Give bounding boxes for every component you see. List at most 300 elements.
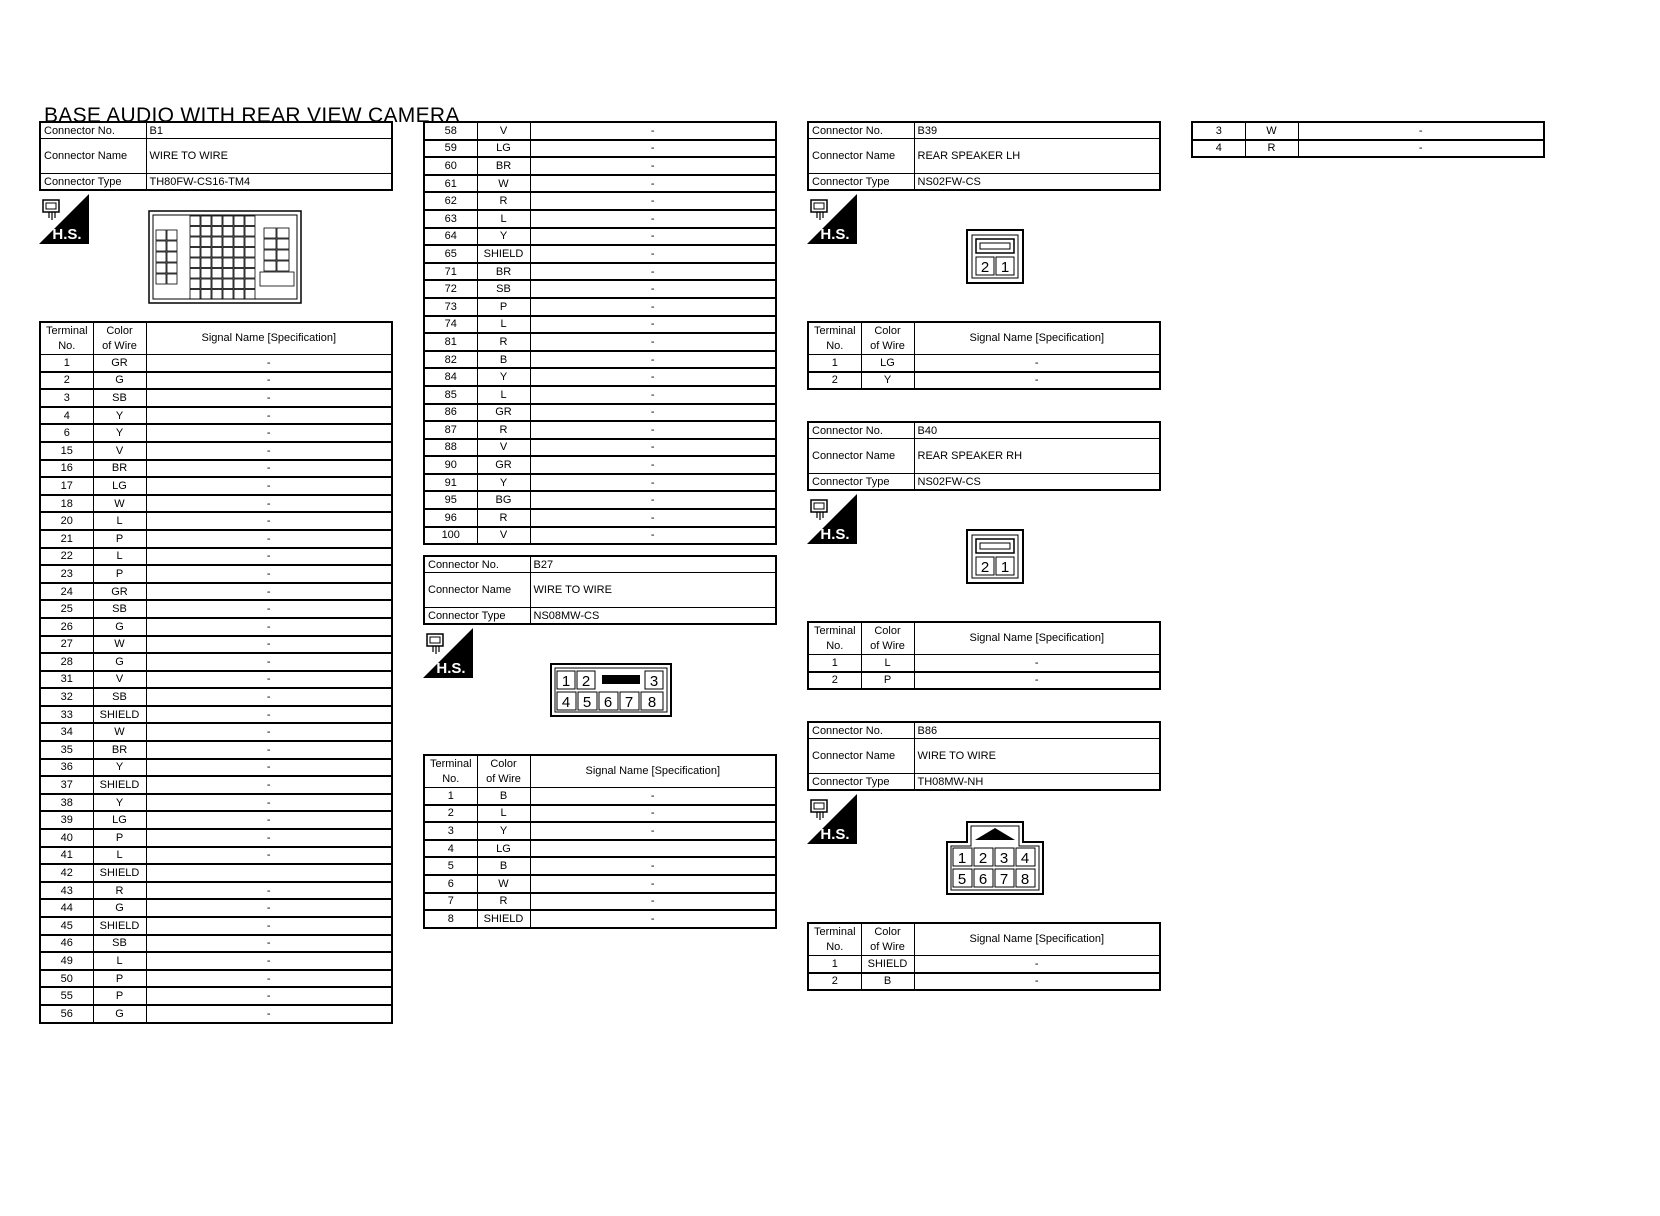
wire-color-cell: L — [93, 847, 146, 865]
wire-color-cell: L — [93, 512, 146, 530]
terminal-no-cell: 63 — [424, 210, 477, 228]
connector-name-label: Connector Name — [808, 139, 914, 174]
wire-color-cell: LG — [93, 477, 146, 495]
table-row — [424, 228, 776, 246]
signal-name-cell: - — [914, 655, 1160, 672]
wire-color-cell: R — [1245, 140, 1298, 158]
b27-pin: 7 — [624, 694, 634, 711]
table-row — [808, 973, 1160, 991]
wire-color-cell: V — [477, 122, 530, 140]
terminal-no-cell: 6 — [40, 424, 93, 442]
connector-name-value: REAR SPEAKER LH — [914, 139, 1160, 174]
terminal-no-cell: 4 — [40, 407, 93, 425]
signal-name-cell: - — [146, 671, 392, 689]
wire-color-cell: B — [477, 788, 530, 805]
connector-type-label: Connector Type — [424, 608, 530, 625]
signal-name-cell: - — [530, 192, 776, 210]
table-row — [424, 140, 776, 158]
signal-name-cell: - — [530, 509, 776, 527]
table-row — [40, 917, 392, 935]
table-row — [40, 565, 392, 583]
terminal-no-cell: 26 — [40, 618, 93, 636]
connector-no-value: B86 — [914, 722, 1160, 739]
terminal-no-cell: 35 — [40, 741, 93, 759]
signal-name-cell: - — [1298, 140, 1544, 158]
table-row — [424, 491, 776, 509]
table-row — [424, 298, 776, 316]
table-row — [40, 600, 392, 618]
signal-name-cell: - — [146, 917, 392, 935]
wire-color-cell: P — [477, 298, 530, 316]
terminal-no-cell: 95 — [424, 491, 477, 509]
signal-name-cell: - — [530, 228, 776, 246]
signal-name-cell: - — [530, 439, 776, 457]
b86-terminal-table — [807, 922, 1161, 991]
terminal-header: Terminal No. — [808, 923, 861, 956]
connector-no-value: B40 — [914, 422, 1160, 439]
wire-color-cell: L — [861, 655, 914, 672]
color-header: Color of Wire — [477, 755, 530, 788]
signal-name-cell: - — [146, 653, 392, 671]
wire-color-cell: SHIELD — [477, 245, 530, 263]
connector-name-value: REAR SPEAKER RH — [914, 439, 1160, 474]
b1-connector-face-icon — [148, 210, 302, 304]
terminal-no-cell: 86 — [424, 404, 477, 422]
table-row — [40, 899, 392, 917]
wire-color-cell: BR — [477, 157, 530, 175]
signal-name-cell: - — [146, 970, 392, 988]
connector-no-value: B39 — [914, 122, 1160, 139]
b39-terminal-table — [807, 321, 1161, 390]
terminal-no-cell: 36 — [40, 759, 93, 777]
signal-name-cell: - — [146, 899, 392, 917]
wire-color-cell: G — [93, 1005, 146, 1023]
signal-name-cell: - — [530, 333, 776, 351]
signal-name-cell: - — [146, 847, 392, 865]
terminal-no-cell: 61 — [424, 175, 477, 193]
signal-name-cell: - — [146, 512, 392, 530]
b1-terminal-table-continued — [423, 121, 777, 545]
signal-name-cell: - — [146, 987, 392, 1005]
terminal-no-cell: 17 — [40, 477, 93, 495]
signal-name-cell: - — [146, 829, 392, 847]
connector-type-value: TH08MW-NH — [914, 774, 1160, 791]
signal-header: Signal Name [Specification] — [914, 923, 1160, 956]
wire-color-cell: SB — [93, 935, 146, 953]
table-row — [40, 776, 392, 794]
terminal-no-cell: 27 — [40, 636, 93, 654]
wire-color-cell: Y — [477, 368, 530, 386]
wire-color-cell: W — [93, 636, 146, 654]
wire-color-cell: SHIELD — [477, 910, 530, 928]
wire-color-cell: W — [93, 495, 146, 513]
terminal-no-cell: 71 — [424, 263, 477, 281]
b1-header-table — [39, 121, 393, 191]
terminal-no-cell: 34 — [40, 723, 93, 741]
terminal-no-cell: 96 — [424, 509, 477, 527]
signal-name-cell: - — [914, 956, 1160, 973]
terminal-no-cell: 38 — [40, 794, 93, 812]
table-row — [40, 935, 392, 953]
wire-color-cell: R — [477, 333, 530, 351]
table-row — [40, 548, 392, 566]
wire-color-cell: L — [477, 210, 530, 228]
terminal-header: Terminal No. — [808, 622, 861, 655]
table-row — [808, 672, 1160, 690]
wire-color-cell: Y — [477, 822, 530, 840]
table-row — [1192, 140, 1544, 158]
signal-name-cell: - — [530, 368, 776, 386]
wire-color-cell: R — [477, 192, 530, 210]
table-row — [808, 956, 1160, 973]
signal-name-cell: - — [530, 316, 776, 334]
harness-side-icon — [807, 794, 857, 844]
connector-type-value: NS02FW-CS — [914, 474, 1160, 491]
wire-color-cell: GR — [477, 456, 530, 474]
signal-name-cell: - — [146, 565, 392, 583]
wire-color-cell: Y — [93, 794, 146, 812]
b86-connector-face-icon — [945, 820, 1045, 896]
table-row — [40, 811, 392, 829]
wire-color-cell: SHIELD — [93, 776, 146, 794]
wire-color-cell: Y — [93, 759, 146, 777]
terminal-no-cell: 1 — [808, 655, 861, 672]
signal-name-cell: - — [530, 805, 776, 823]
table-row — [424, 910, 776, 928]
signal-name-cell: - — [146, 636, 392, 654]
wire-color-cell: G — [93, 618, 146, 636]
b27-pin: 1 — [561, 673, 571, 690]
connector-type-value: NS02FW-CS — [914, 174, 1160, 191]
signal-name-cell: - — [146, 1005, 392, 1023]
table-row — [424, 316, 776, 334]
connector-no-label: Connector No. — [40, 122, 146, 139]
table-row — [424, 122, 776, 140]
table-row — [424, 788, 776, 805]
terminal-no-cell: 4 — [1192, 140, 1245, 158]
signal-name-cell: - — [146, 407, 392, 425]
wire-color-cell: B — [477, 351, 530, 369]
terminal-no-cell: 7 — [424, 893, 477, 911]
wire-color-cell: V — [93, 442, 146, 460]
b86-pin: 4 — [1020, 850, 1030, 867]
b39-pin: 1 — [1000, 259, 1010, 276]
terminal-no-cell: 42 — [40, 864, 93, 882]
wire-color-cell: LG — [477, 840, 530, 858]
wire-color-cell: P — [861, 672, 914, 690]
wire-color-cell: R — [477, 509, 530, 527]
signal-name-cell: - — [146, 442, 392, 460]
b39-header-table — [807, 121, 1161, 191]
color-header: Color of Wire — [861, 622, 914, 655]
wire-color-cell: B — [861, 973, 914, 991]
signal-name-cell: - — [530, 421, 776, 439]
table-row — [40, 530, 392, 548]
terminal-no-cell: 6 — [424, 875, 477, 893]
terminal-no-cell: 85 — [424, 386, 477, 404]
signal-name-cell: - — [530, 857, 776, 875]
table-row — [424, 280, 776, 298]
wire-color-cell: P — [93, 970, 146, 988]
terminal-no-cell: 37 — [40, 776, 93, 794]
wire-color-cell: LG — [93, 811, 146, 829]
b86-pin: 2 — [978, 850, 988, 867]
terminal-no-cell: 2 — [808, 672, 861, 690]
b27-pin: 5 — [582, 694, 592, 711]
signal-name-cell: - — [530, 263, 776, 281]
terminal-no-cell: 44 — [40, 899, 93, 917]
wire-color-cell: SB — [93, 688, 146, 706]
table-row — [424, 857, 776, 875]
b86-header-table — [807, 721, 1161, 791]
terminal-no-cell: 74 — [424, 316, 477, 334]
terminal-no-cell: 31 — [40, 671, 93, 689]
signal-name-cell: - — [146, 935, 392, 953]
wire-color-cell: GR — [93, 583, 146, 601]
signal-name-cell: - — [1298, 122, 1544, 140]
wire-color-cell: L — [93, 952, 146, 970]
signal-name-cell: - — [530, 875, 776, 893]
terminal-no-cell: 40 — [40, 829, 93, 847]
b27-pin: 8 — [647, 694, 657, 711]
terminal-no-cell: 81 — [424, 333, 477, 351]
signal-name-cell: - — [530, 822, 776, 840]
hs-label: H.S. — [820, 526, 850, 543]
table-row — [424, 421, 776, 439]
table-row — [1192, 122, 1544, 140]
signal-header: Signal Name [Specification] — [914, 322, 1160, 355]
terminal-no-cell: 28 — [40, 653, 93, 671]
wire-color-cell: W — [477, 875, 530, 893]
signal-name-cell: - — [146, 723, 392, 741]
wire-color-cell: W — [477, 175, 530, 193]
table-row — [424, 456, 776, 474]
terminal-no-cell: 21 — [40, 530, 93, 548]
b86-pin: 1 — [957, 850, 967, 867]
signal-name-cell: - — [530, 788, 776, 805]
table-row — [40, 424, 392, 442]
table-row — [40, 636, 392, 654]
signal-header: Signal Name [Specification] — [914, 622, 1160, 655]
terminal-no-cell: 15 — [40, 442, 93, 460]
wire-color-cell: SHIELD — [93, 706, 146, 724]
wire-color-cell: P — [93, 530, 146, 548]
b40-pin: 2 — [980, 559, 990, 576]
connector-name-label: Connector Name — [40, 139, 146, 174]
b39-connector-face-icon — [966, 229, 1024, 284]
table-row — [424, 192, 776, 210]
signal-header: Signal Name [Specification] — [530, 755, 776, 788]
wire-color-cell: GR — [477, 404, 530, 422]
signal-name-cell: - — [146, 600, 392, 618]
table-row — [40, 389, 392, 407]
signal-name-cell: - — [146, 882, 392, 900]
terminal-no-cell: 43 — [40, 882, 93, 900]
wire-color-cell: V — [477, 527, 530, 545]
terminal-no-cell: 3 — [424, 822, 477, 840]
wire-color-cell: SB — [93, 600, 146, 618]
table-row — [40, 741, 392, 759]
color-header: Color of Wire — [861, 923, 914, 956]
table-row — [424, 439, 776, 457]
terminal-no-cell: 72 — [424, 280, 477, 298]
b86-pin: 7 — [999, 871, 1009, 888]
terminal-no-cell: 50 — [40, 970, 93, 988]
wire-color-cell: R — [477, 893, 530, 911]
b40-pin: 1 — [1000, 559, 1010, 576]
wire-color-cell: LG — [861, 355, 914, 372]
table-row — [40, 864, 392, 882]
b40-header-table — [807, 421, 1161, 491]
wire-color-cell: G — [93, 653, 146, 671]
table-row — [424, 263, 776, 281]
terminal-no-cell: 88 — [424, 439, 477, 457]
connector-type-value: NS08MW-CS — [530, 608, 776, 625]
wire-color-cell: Y — [477, 474, 530, 492]
table-row — [424, 245, 776, 263]
terminal-no-cell: 1 — [808, 956, 861, 973]
wire-color-cell: SB — [477, 280, 530, 298]
terminal-no-cell: 2 — [808, 973, 861, 991]
signal-name-cell: - — [530, 245, 776, 263]
signal-name-cell: - — [530, 527, 776, 545]
table-row — [40, 653, 392, 671]
signal-name-cell: - — [530, 175, 776, 193]
terminal-header: Terminal No. — [40, 322, 93, 355]
signal-name-cell: - — [146, 952, 392, 970]
terminal-no-cell: 73 — [424, 298, 477, 316]
wire-color-cell: L — [93, 548, 146, 566]
terminal-no-cell: 16 — [40, 460, 93, 478]
table-row — [424, 527, 776, 545]
terminal-no-cell: 2 — [40, 372, 93, 390]
terminal-no-cell: 20 — [40, 512, 93, 530]
wire-color-cell: Y — [861, 372, 914, 390]
wire-color-cell: SB — [93, 389, 146, 407]
terminal-no-cell: 41 — [40, 847, 93, 865]
wire-color-cell: GR — [93, 355, 146, 372]
signal-header: Signal Name [Specification] — [146, 322, 392, 355]
table-row — [40, 460, 392, 478]
b86-pin: 6 — [978, 871, 988, 888]
terminal-no-cell: 56 — [40, 1005, 93, 1023]
terminal-no-cell: 62 — [424, 192, 477, 210]
signal-name-cell: - — [146, 776, 392, 794]
wire-color-cell: G — [93, 899, 146, 917]
signal-name-cell: - — [530, 210, 776, 228]
signal-name-cell: - — [914, 973, 1160, 991]
signal-name-cell: - — [530, 910, 776, 928]
terminal-no-cell: 2 — [808, 372, 861, 390]
wire-color-cell: V — [93, 671, 146, 689]
connector-name-value: WIRE TO WIRE — [914, 739, 1160, 774]
wire-color-cell: R — [93, 882, 146, 900]
signal-name-cell: - — [530, 893, 776, 911]
harness-side-icon — [807, 194, 857, 244]
signal-name-cell: - — [146, 741, 392, 759]
table-row — [40, 671, 392, 689]
color-header: Color of Wire — [93, 322, 146, 355]
connector-no-label: Connector No. — [808, 422, 914, 439]
signal-name-cell — [530, 840, 776, 858]
table-row — [40, 477, 392, 495]
table-row — [40, 442, 392, 460]
table-row — [424, 822, 776, 840]
signal-name-cell — [146, 864, 392, 882]
signal-name-cell: - — [146, 583, 392, 601]
wire-color-cell: G — [93, 372, 146, 390]
table-row — [40, 829, 392, 847]
signal-name-cell: - — [530, 157, 776, 175]
terminal-no-cell: 1 — [40, 355, 93, 372]
terminal-no-cell: 84 — [424, 368, 477, 386]
table-row — [808, 355, 1160, 372]
connector-no-label: Connector No. — [808, 722, 914, 739]
table-row — [424, 509, 776, 527]
terminal-no-cell: 39 — [40, 811, 93, 829]
terminal-no-cell: 87 — [424, 421, 477, 439]
connector-no-value: B1 — [146, 122, 392, 139]
terminal-no-cell: 58 — [424, 122, 477, 140]
wire-color-cell: LG — [477, 140, 530, 158]
wire-color-cell: BG — [477, 491, 530, 509]
wire-color-cell: P — [93, 565, 146, 583]
table-row — [808, 372, 1160, 390]
b1-terminal-table — [39, 321, 393, 1024]
wire-color-cell: L — [477, 805, 530, 823]
connector-type-value: TH80FW-CS16-TM4 — [146, 174, 392, 191]
table-row — [424, 386, 776, 404]
wire-color-cell: L — [477, 386, 530, 404]
signal-name-cell: - — [146, 618, 392, 636]
signal-name-cell: - — [530, 386, 776, 404]
b39-pin: 2 — [980, 259, 990, 276]
terminal-no-cell: 8 — [424, 910, 477, 928]
table-row — [424, 840, 776, 858]
signal-name-cell: - — [146, 460, 392, 478]
b27-pin: 2 — [581, 673, 591, 690]
terminal-no-cell: 65 — [424, 245, 477, 263]
table-row — [40, 495, 392, 513]
connector-name-label: Connector Name — [424, 573, 530, 608]
b27-connector-face-icon — [550, 663, 672, 717]
table-row — [424, 368, 776, 386]
signal-name-cell: - — [530, 122, 776, 140]
wire-color-cell: P — [93, 829, 146, 847]
signal-name-cell: - — [914, 372, 1160, 390]
table-row — [40, 794, 392, 812]
table-row — [424, 157, 776, 175]
terminal-no-cell: 18 — [40, 495, 93, 513]
signal-name-cell: - — [914, 355, 1160, 372]
wire-color-cell: BR — [93, 460, 146, 478]
signal-name-cell: - — [530, 474, 776, 492]
table-row — [40, 618, 392, 636]
signal-name-cell: - — [146, 477, 392, 495]
terminal-no-cell: 82 — [424, 351, 477, 369]
signal-name-cell: - — [146, 811, 392, 829]
wire-color-cell: R — [477, 421, 530, 439]
table-row — [424, 351, 776, 369]
terminal-no-cell: 91 — [424, 474, 477, 492]
wire-color-cell: SHIELD — [861, 956, 914, 973]
signal-name-cell: - — [530, 491, 776, 509]
terminal-no-cell: 23 — [40, 565, 93, 583]
terminal-no-cell: 45 — [40, 917, 93, 935]
wire-color-cell: SHIELD — [93, 917, 146, 935]
signal-name-cell: - — [146, 372, 392, 390]
b27-header-table — [423, 555, 777, 625]
